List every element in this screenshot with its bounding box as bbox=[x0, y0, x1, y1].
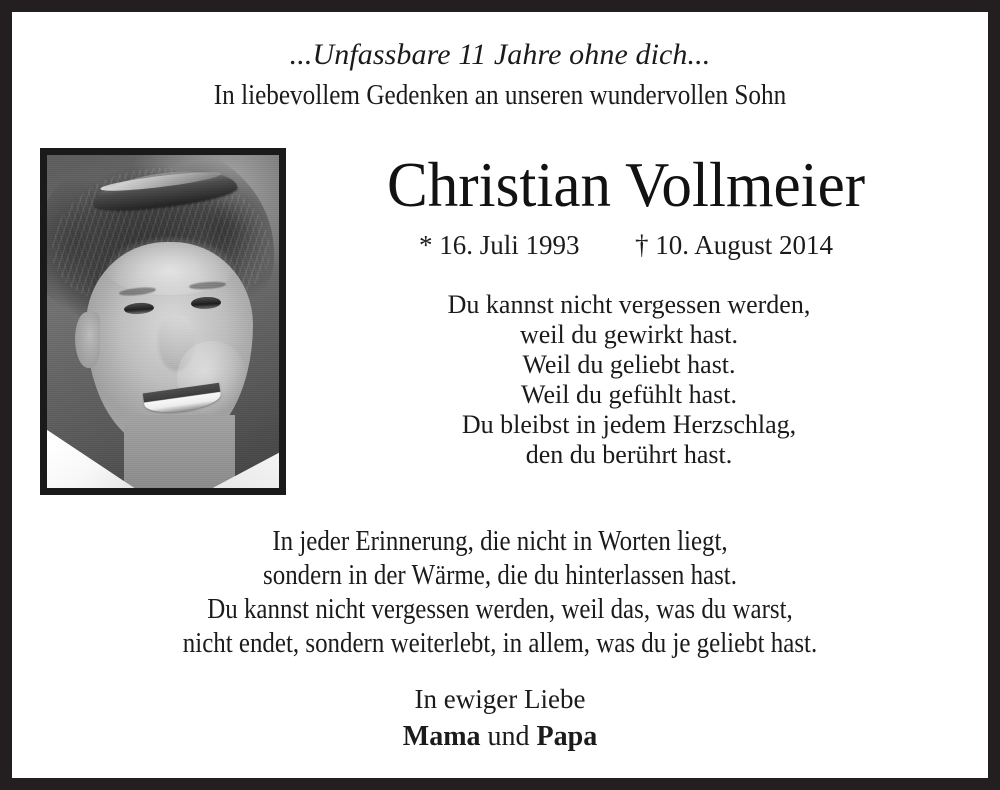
portrait-photo bbox=[47, 155, 279, 488]
verse-line: Du bleibst in jedem Herzschlag, bbox=[461, 410, 797, 439]
life-dates bbox=[300, 230, 952, 261]
verse-line: Weil du gefühlt hast. bbox=[521, 380, 737, 409]
signers-line bbox=[12, 718, 988, 756]
signer-first: Mama bbox=[402, 721, 481, 752]
verse-line: Du kannst nicht vergessen werden, weil das, was du warst, bbox=[207, 593, 793, 625]
closing-line: In ewiger Liebe bbox=[414, 684, 586, 714]
verse-block-secondary bbox=[98, 524, 903, 660]
closing-block bbox=[12, 680, 988, 756]
signer-conjunction: und bbox=[480, 721, 537, 752]
photo-grain bbox=[47, 155, 279, 488]
verse-line: Weil du geliebt hast. bbox=[522, 350, 736, 379]
verse-line: nicht endet, sondern weiterlebt, in allem, was du je geliebt hast. bbox=[182, 627, 818, 659]
verse-line: den du berührt hast. bbox=[525, 440, 733, 469]
anniversary-headline: ...Unfassbare 11 Jahre ohne dich... bbox=[289, 38, 711, 71]
portrait-frame bbox=[40, 148, 286, 495]
dedication-line: In liebevollem Gedenken an unseren wundervollen Sohn bbox=[213, 80, 787, 111]
verse-line: sondern in der Wärme, die du hinterlassen hast. bbox=[263, 559, 737, 591]
verse-block-primary bbox=[300, 290, 958, 470]
signer-second: Papa bbox=[536, 721, 598, 752]
verse-line: weil du gewirkt hast. bbox=[519, 320, 739, 349]
verse-line: Du kannst nicht vergessen werden, bbox=[447, 290, 811, 319]
notice-inner bbox=[12, 12, 988, 778]
birth-date: * 16. Juli 1993 bbox=[418, 230, 580, 260]
death-date: † 10. August 2014 bbox=[634, 230, 834, 260]
verse-line: In jeder Erinnerung, die nicht in Worten liegt, bbox=[272, 525, 728, 557]
deceased-name: Christian Vollmeier bbox=[386, 150, 866, 220]
